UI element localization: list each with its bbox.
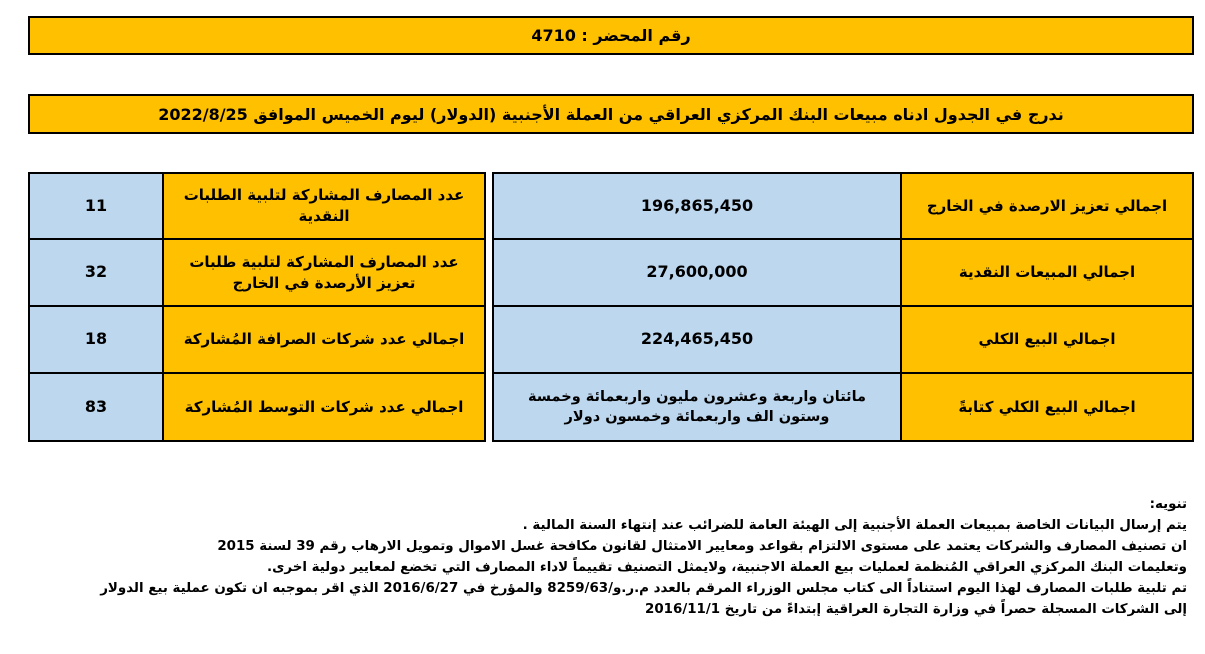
participants-count: 11 [84, 195, 108, 215]
notes-section [17, 494, 1187, 620]
participants-label: عدد المصارف المشاركة لتلبية طلبات تعزيز الأرصدة في الخارج [189, 252, 459, 292]
sales-value-cell [492, 305, 902, 374]
participants-label-cell [162, 372, 486, 442]
sales-label: اجمالي البيع الكلي كتابةً [958, 397, 1136, 416]
sales-label-cell [900, 372, 1194, 442]
notes-line: تم تلبية طلبات المصارف لهذا اليوم استناداً الى كتاب مجلس الوزراء المرقم بالعدد م.ر.و/8259/63 والمؤرخ في 2016/6/27 الذي اقر بموجبه ان تكون عملية بيع الدولار [100, 581, 1187, 596]
sales-label-cell [900, 172, 1194, 240]
participants-label: عدد المصارف المشاركة لتلبية الطلبات النقدية [183, 186, 465, 225]
sales-label: اجمالي البيع الكلي [978, 330, 1116, 348]
participants-label: اجمالي عدد شركات التوسط المُشاركة [184, 397, 464, 416]
participants-count: 83 [84, 396, 108, 416]
sales-value: 196,865,450 [640, 195, 754, 215]
participants-label-cell [162, 305, 486, 374]
notes-line: إلى الشركات المسجلة حصراً في وزارة التجارة العراقية إبتداءً من تاريخ 2016/11/1 [645, 602, 1187, 617]
participants-count: 18 [84, 329, 108, 349]
sales-value: 27,600,000 [646, 262, 748, 282]
record-number-bar [28, 16, 1194, 55]
sales-label-cell [900, 305, 1194, 374]
notes-line: يتم إرسال البيانات الخاصة بمبيعات العملة الأجنبية إلى الهيئة العامة للضرائب عند إنتهاء السنة المالية . [522, 518, 1187, 533]
sales-label: اجمالي تعزيز الارصدة في الخارج [926, 196, 1168, 215]
participants-count-cell [28, 305, 164, 374]
participants-label-cell [162, 172, 486, 240]
participants-count-cell [28, 372, 164, 442]
intro-bar [28, 94, 1194, 134]
notes-line: ان تصنيف المصارف والشركات يعتمد على مستوى الالتزام بقواعد ومعايير الامتثال لقانون مكافحة غسل الاموال وتمويل الارهاب رقم 39 لسنة 2015 [217, 539, 1187, 554]
record-number: رقم المحضر : 4710 [531, 26, 691, 45]
sales-value-cell [492, 172, 902, 240]
sales-label-cell [900, 238, 1194, 307]
participants-label-cell [162, 238, 486, 307]
sales-value-cell [492, 238, 902, 307]
notes-line: وتعليمات البنك المركزي العراقي المُنظمة لعمليات بيع العملة الاجنبية، ولايمثل التصنيف تقييماً لاداء المصارف التي تخضع لمعايير دولية اخرى. [267, 560, 1187, 575]
participants-count-cell [28, 238, 164, 307]
sales-value: مائتان واربعة وعشرون مليون واربعمائة وخمسة وستون الف واربعمائة وخمسون دولار [527, 388, 867, 425]
sales-label: اجمالي المبيعات النقدية [958, 263, 1136, 281]
participants-count: 32 [84, 262, 108, 282]
participants-label: اجمالي عدد شركات الصرافة المُشاركة [183, 330, 465, 348]
sales-value-cell [492, 372, 902, 442]
notes-title: تنويه: [1149, 497, 1187, 512]
sales-value: 224,465,450 [640, 329, 754, 349]
intro-text: ندرج في الجدول ادناه مبيعات البنك المركزي العراقي من العملة الأجنبية (الدولار) ليوم الخميس الموافق 2022/8/25 [158, 104, 1064, 124]
participants-count-cell [28, 172, 164, 240]
